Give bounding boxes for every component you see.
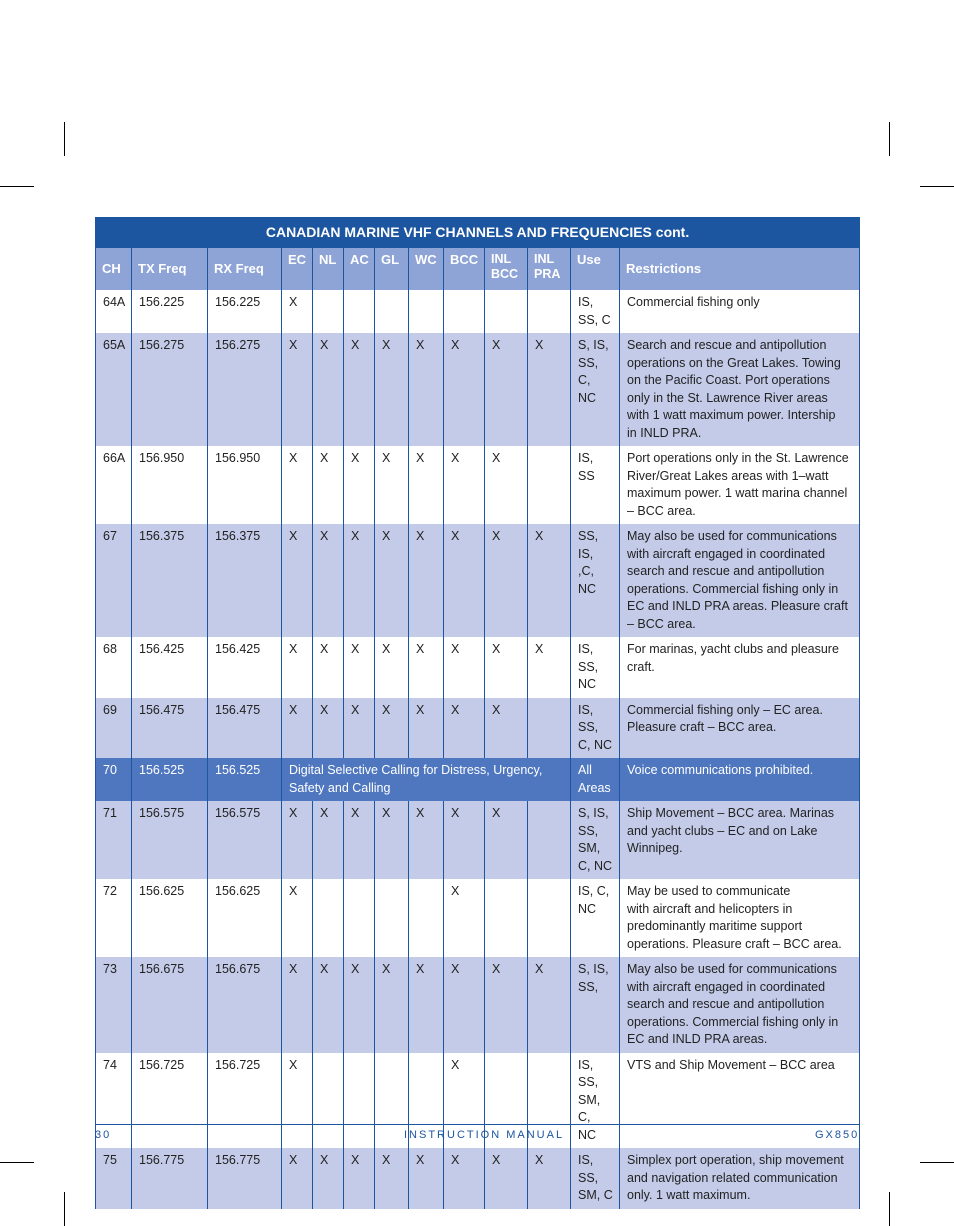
crop-mark — [64, 122, 65, 156]
cell-restrictions: May be used to communicate with aircraft and helicopters in predominantly maritime support operations. Pleasure craft – BCC area. — [620, 879, 860, 957]
cell-wc: X — [409, 446, 444, 524]
cell-ec: X — [282, 879, 313, 957]
cell-nl: X — [313, 446, 344, 524]
cell-use: IS, C, NC — [571, 879, 620, 957]
footer-rule — [95, 1124, 859, 1125]
cell-wc: X — [409, 333, 444, 446]
crop-mark — [920, 186, 954, 187]
cell-restrictions: Port operations only in the St. Lawrence River/Great Lakes areas with 1–watt maximum power. 1 watt marina channel – BCC area. — [620, 446, 860, 524]
table-row — [96, 333, 860, 446]
cell-restrictions: Simplex port operation, ship movement and navigation related communication only. 1 watt maximum. — [620, 1148, 860, 1209]
table-header-row — [96, 248, 860, 290]
table-row — [96, 524, 860, 637]
table-row — [96, 290, 860, 333]
header-inl-bcc: INL BCC — [485, 248, 528, 290]
cell-bcc: X — [444, 637, 485, 698]
table-row — [96, 758, 860, 801]
cell-nl — [313, 879, 344, 957]
cell-inl-pra: X — [528, 637, 571, 698]
cell-restrictions: Voice communications prohibited. — [620, 758, 860, 801]
cell-ec: X — [282, 637, 313, 698]
cell-inl-bcc: X — [485, 698, 528, 759]
table-row — [96, 801, 860, 879]
cell-ac — [344, 290, 375, 333]
cell-tx-freq: 156.475 — [132, 698, 208, 759]
model-name: GX850 — [815, 1129, 860, 1141]
table-row — [96, 879, 860, 957]
cell-nl: X — [313, 957, 344, 1053]
cell-inl-bcc: X — [485, 957, 528, 1053]
cell-restrictions: Search and rescue and antipollution operations on the Great Lakes. Towing on the Pacific Coast. Port operations only in the St. Lawrence River areas with 1 watt maximum power. Intership in INLD PRA. — [620, 333, 860, 446]
cell-inl-bcc — [485, 879, 528, 957]
cell-ch: 66A — [96, 446, 132, 524]
table-row — [96, 957, 860, 1053]
cell-restrictions: May also be used for communications with aircraft engaged in coordinated search and rescue and antipollution operations. Commercial fishing only in EC and INLD PRA areas. — [620, 957, 860, 1053]
cell-gl — [375, 290, 409, 333]
cell-ec: X — [282, 1053, 313, 1149]
cell-rx-freq: 156.625 — [208, 879, 282, 957]
cell-bcc — [444, 290, 485, 333]
cell-tx-freq: 156.625 — [132, 879, 208, 957]
cell-use: IS, SS, NC — [571, 637, 620, 698]
footer-title: INSTRUCTION MANUAL — [404, 1129, 565, 1141]
cell-dsc-note: Digital Selective Calling for Distress, Urgency, Safety and Calling — [282, 758, 571, 801]
cell-gl: X — [375, 637, 409, 698]
cell-ac: X — [344, 637, 375, 698]
cell-rx-freq: 156.775 — [208, 1148, 282, 1209]
header-tx-freq: TX Freq — [132, 248, 208, 290]
cell-bcc: X — [444, 698, 485, 759]
crop-mark — [0, 1162, 34, 1163]
cell-restrictions: May also be used for communications with aircraft engaged in coordinated search and rescue and antipollution operations. Commercial fishing only in EC and INLD PRA areas. Pleasure craft – BCC area. — [620, 524, 860, 637]
cell-rx-freq: 156.525 — [208, 758, 282, 801]
cell-wc: X — [409, 1148, 444, 1209]
cell-ch: 73 — [96, 957, 132, 1053]
cell-ac: X — [344, 333, 375, 446]
cell-tx-freq: 156.725 — [132, 1053, 208, 1149]
cell-ch: 64A — [96, 290, 132, 333]
cell-inl-bcc: X — [485, 524, 528, 637]
crop-mark — [64, 1192, 65, 1226]
cell-wc: X — [409, 957, 444, 1053]
cell-nl: X — [313, 1148, 344, 1209]
cell-tx-freq: 156.575 — [132, 801, 208, 879]
header-ec: EC — [282, 248, 313, 290]
cell-inl-bcc: X — [485, 333, 528, 446]
header-use: Use — [571, 248, 620, 290]
cell-use: S, IS, SS, C, NC — [571, 333, 620, 446]
cell-rx-freq: 156.475 — [208, 698, 282, 759]
cell-rx-freq: 156.575 — [208, 801, 282, 879]
cell-ac: X — [344, 801, 375, 879]
cell-inl-pra: X — [528, 524, 571, 637]
cell-tx-freq: 156.525 — [132, 758, 208, 801]
cell-ac — [344, 1053, 375, 1149]
cell-ac: X — [344, 698, 375, 759]
cell-inl-pra — [528, 446, 571, 524]
cell-bcc: X — [444, 446, 485, 524]
cell-nl: X — [313, 637, 344, 698]
cell-ch: 69 — [96, 698, 132, 759]
table-row — [96, 446, 860, 524]
cell-bcc: X — [444, 1148, 485, 1209]
cell-ch: 72 — [96, 879, 132, 957]
cell-inl-pra: X — [528, 333, 571, 446]
cell-ec: X — [282, 446, 313, 524]
cell-restrictions: VTS and Ship Movement – BCC area — [620, 1053, 860, 1149]
vhf-channels-table — [95, 217, 860, 1209]
cell-wc: X — [409, 637, 444, 698]
page-number: 30 — [95, 1129, 112, 1141]
header-inl-pra: INL PRA — [528, 248, 571, 290]
cell-ch: 71 — [96, 801, 132, 879]
cell-restrictions: Commercial fishing only — [620, 290, 860, 333]
cell-rx-freq: 156.425 — [208, 637, 282, 698]
cell-ac — [344, 879, 375, 957]
crop-mark — [889, 122, 890, 156]
cell-ec: X — [282, 698, 313, 759]
cell-wc: X — [409, 698, 444, 759]
cell-inl-pra — [528, 290, 571, 333]
crop-mark — [0, 186, 34, 187]
cell-use: All Areas — [571, 758, 620, 801]
cell-ec: X — [282, 333, 313, 446]
cell-ch: 75 — [96, 1148, 132, 1209]
cell-bcc: X — [444, 1053, 485, 1149]
header-ac: AC — [344, 248, 375, 290]
cell-inl-pra — [528, 698, 571, 759]
cell-rx-freq: 156.275 — [208, 333, 282, 446]
cell-ac: X — [344, 446, 375, 524]
cell-inl-bcc: X — [485, 801, 528, 879]
cell-ch: 70 — [96, 758, 132, 801]
cell-tx-freq: 156.225 — [132, 290, 208, 333]
cell-rx-freq: 156.675 — [208, 957, 282, 1053]
cell-use: IS, SS, C — [571, 290, 620, 333]
cell-bcc: X — [444, 333, 485, 446]
cell-gl: X — [375, 801, 409, 879]
cell-ch: 65A — [96, 333, 132, 446]
table-title-row — [96, 217, 860, 248]
table-title: CANADIAN MARINE VHF CHANNELS AND FREQUENCIES cont. — [96, 217, 860, 248]
cell-nl: X — [313, 698, 344, 759]
crop-mark — [920, 1162, 954, 1163]
cell-tx-freq: 156.675 — [132, 957, 208, 1053]
cell-use: IS, SS, C, NC — [571, 698, 620, 759]
cell-use: SS, IS, ,C, NC — [571, 524, 620, 637]
cell-ec: X — [282, 524, 313, 637]
header-nl: NL — [313, 248, 344, 290]
header-ch: CH — [96, 248, 132, 290]
cell-inl-pra — [528, 801, 571, 879]
cell-ac: X — [344, 1148, 375, 1209]
cell-rx-freq: 156.225 — [208, 290, 282, 333]
cell-rx-freq: 156.375 — [208, 524, 282, 637]
cell-rx-freq: 156.950 — [208, 446, 282, 524]
cell-use: IS, SS — [571, 446, 620, 524]
cell-inl-bcc: X — [485, 446, 528, 524]
cell-ec: X — [282, 290, 313, 333]
header-wc: WC — [409, 248, 444, 290]
cell-tx-freq: 156.275 — [132, 333, 208, 446]
cell-gl — [375, 879, 409, 957]
cell-tx-freq: 156.950 — [132, 446, 208, 524]
cell-nl: X — [313, 524, 344, 637]
cell-inl-bcc: X — [485, 637, 528, 698]
cell-gl: X — [375, 957, 409, 1053]
header-restrictions: Restrictions — [620, 248, 860, 290]
cell-use: IS, SS, SM, C, NC — [571, 1053, 620, 1149]
cell-nl: X — [313, 801, 344, 879]
cell-rx-freq: 156.725 — [208, 1053, 282, 1149]
cell-inl-pra: X — [528, 1148, 571, 1209]
cell-restrictions: For marinas, yacht clubs and pleasure craft. — [620, 637, 860, 698]
cell-use: IS, SS, SM, C — [571, 1148, 620, 1209]
cell-restrictions: Ship Movement – BCC area. Marinas and yacht clubs – EC and on Lake Winnipeg. — [620, 801, 860, 879]
cell-gl: X — [375, 333, 409, 446]
cell-ec: X — [282, 801, 313, 879]
header-gl: GL — [375, 248, 409, 290]
cell-gl: X — [375, 1148, 409, 1209]
cell-wc — [409, 879, 444, 957]
cell-ch: 74 — [96, 1053, 132, 1149]
cell-gl: X — [375, 524, 409, 637]
header-rx-freq: RX Freq — [208, 248, 282, 290]
cell-inl-pra: X — [528, 957, 571, 1053]
cell-tx-freq: 156.775 — [132, 1148, 208, 1209]
table-row — [96, 1148, 860, 1209]
cell-bcc: X — [444, 879, 485, 957]
header-bcc: BCC — [444, 248, 485, 290]
cell-use: S, IS, SS, — [571, 957, 620, 1053]
cell-gl: X — [375, 698, 409, 759]
cell-tx-freq: 156.425 — [132, 637, 208, 698]
cell-wc: X — [409, 524, 444, 637]
cell-ch: 67 — [96, 524, 132, 637]
cell-inl-bcc — [485, 290, 528, 333]
cell-restrictions: Commercial fishing only – EC area. Pleasure craft – BCC area. — [620, 698, 860, 759]
cell-ac: X — [344, 524, 375, 637]
table-row — [96, 698, 860, 759]
cell-inl-bcc: X — [485, 1148, 528, 1209]
cell-use: S, IS, SS, SM, C, NC — [571, 801, 620, 879]
cell-inl-pra — [528, 879, 571, 957]
cell-nl — [313, 1053, 344, 1149]
cell-ec: X — [282, 1148, 313, 1209]
cell-wc: X — [409, 801, 444, 879]
cell-bcc: X — [444, 801, 485, 879]
cell-gl: X — [375, 446, 409, 524]
crop-mark — [889, 1192, 890, 1226]
cell-ac: X — [344, 957, 375, 1053]
table-row — [96, 637, 860, 698]
cell-wc — [409, 290, 444, 333]
cell-ch: 68 — [96, 637, 132, 698]
cell-bcc: X — [444, 957, 485, 1053]
cell-nl: X — [313, 333, 344, 446]
cell-tx-freq: 156.375 — [132, 524, 208, 637]
cell-bcc: X — [444, 524, 485, 637]
cell-ec: X — [282, 957, 313, 1053]
cell-nl — [313, 290, 344, 333]
